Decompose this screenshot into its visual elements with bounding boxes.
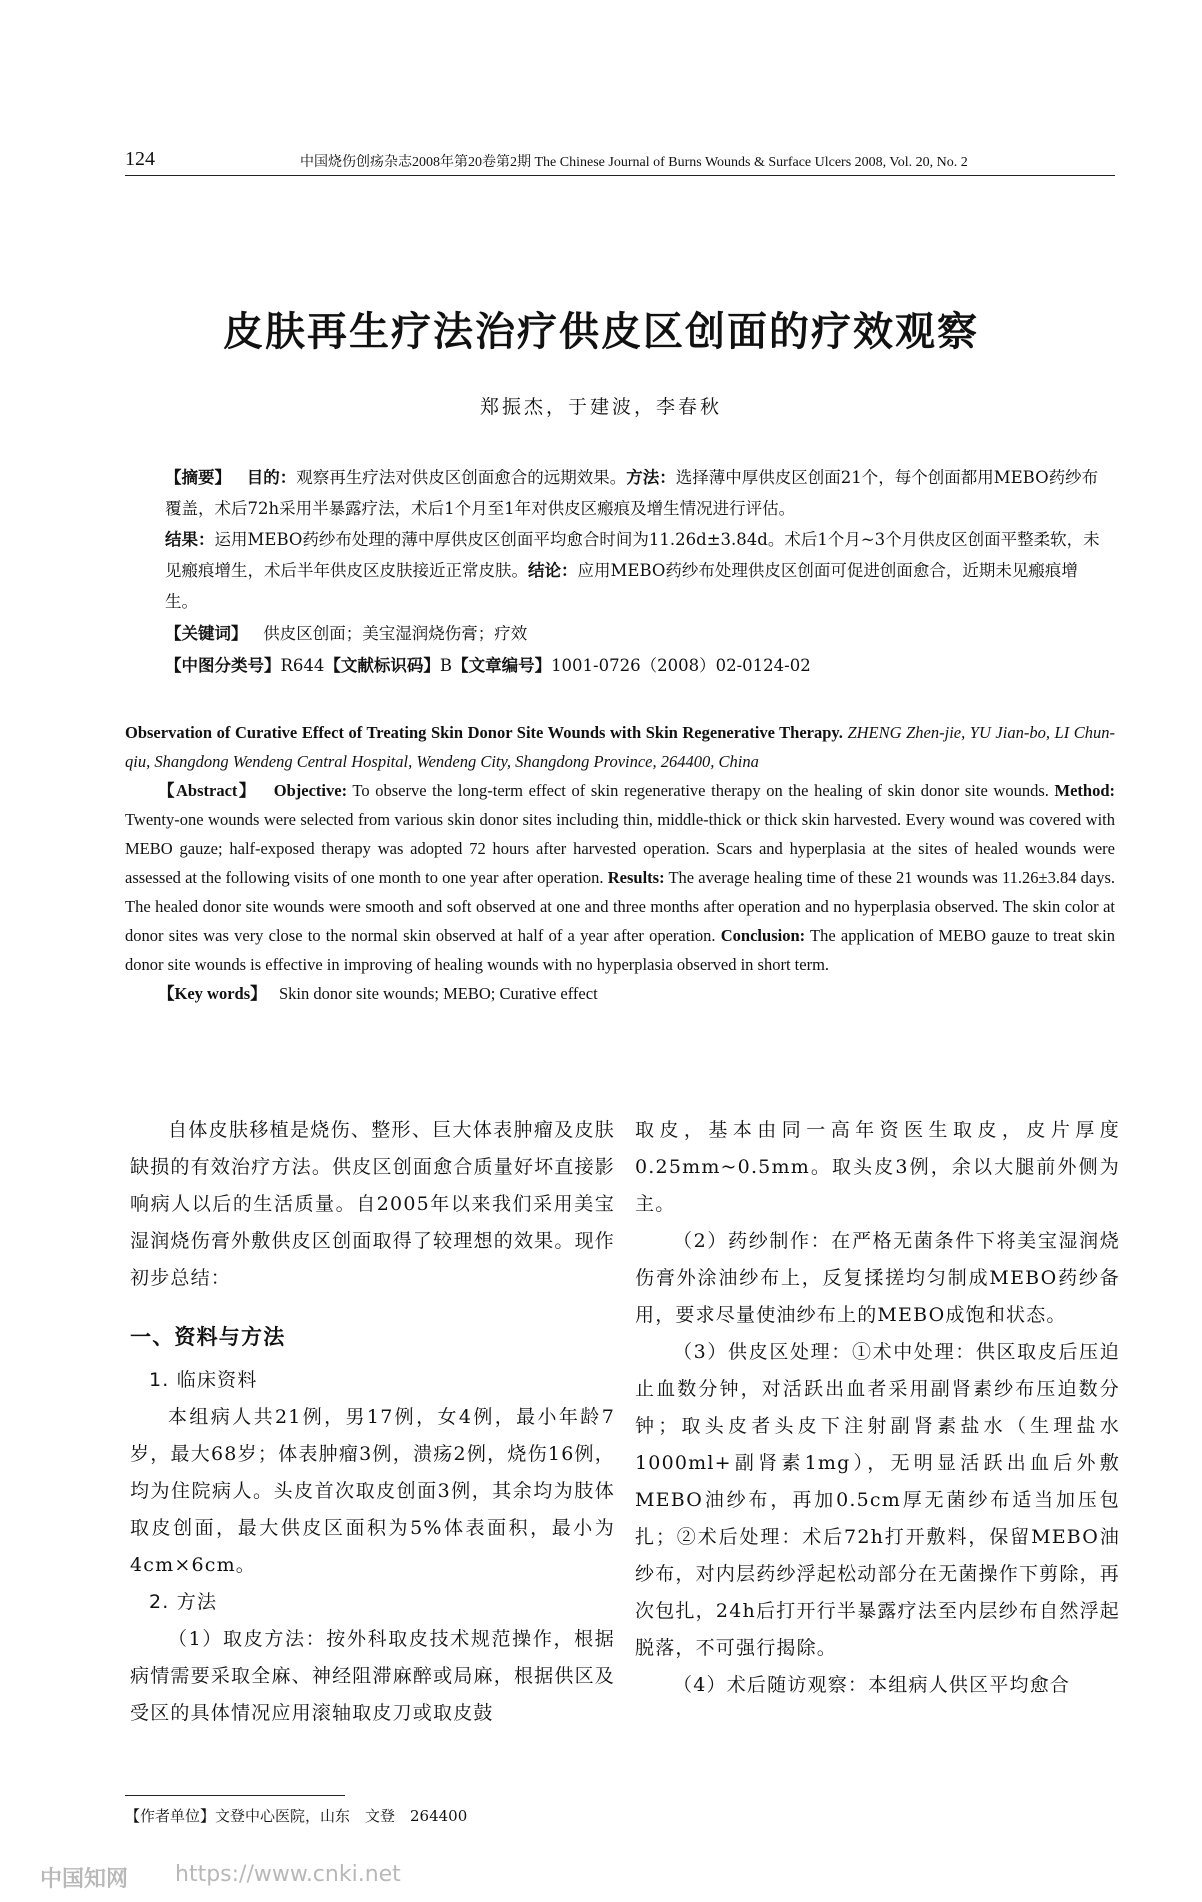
gauze-preparation-paragraph: （2）药纱制作：在严格无菌条件下将美宝湿润烧伤膏外涂油纱布上，反复揉搓均匀制成MEBO药纱备用，要求尽量使油纱布上的MEBO成饱和状态。 [635,1230,1120,1326]
en-results: The average healing time of these 21 wounds was 11.26±3.84 days. The healed donor site wounds were smooth and soft observed at one and three months after operation and no hyperplasia observed. The skin color at donor sites was very close to the normal skin observed at half of a year after operation. [125,868,1116,945]
running-head: 中国烧伤创疡杂志2008年第20卷第2期 The Chinese Journal of Burns Wounds & Surface Ulcers 2008, Vol. 20, No. 2 [300,155,968,170]
cn-article-value: 1001-0726（2008）02-0124-02 [551,656,811,675]
cn-method-label: 方法： [626,468,676,487]
cn-keywords-label: 【关键词】 [165,624,248,643]
cn-purpose: 观察再生疗法对供皮区创面愈合的远期效果。 [296,468,627,487]
clinical-data-paragraph: 本组病人共21例，男17例，女4例，最小年龄7岁，最大68岁；体表肿瘤3例，溃疡2例，烧伤16例，均为住院病人。头皮首次取皮创面3例，其余均为肢体取皮创面，最大供皮区面积为5%体表面积，最小为4cm×6cm。 [130,1406,615,1576]
body-right-column [635,1112,1120,1704]
followup-paragraph: （4）术后随访观察：本组病人供区平均愈合 [673,1674,1071,1696]
en-objective: To observe the long-term effect of skin regenerative therapy on the healing of skin donor site wounds. [352,781,1049,800]
en-objective-label: Objective: [273,781,348,800]
cn-classification-line [165,650,1110,681]
cn-article-label: 【文章编号】 [452,656,552,675]
subheading-methods: 2. 方法 [149,1591,218,1613]
en-abstract [125,718,1115,1008]
section-heading-materials-methods: 一、资料与方法 [130,1325,286,1349]
en-method-label: Method: [1054,781,1116,800]
cn-class-value: R644 [280,656,325,675]
en-keywords: Skin donor site wounds; MEBO; Curative effect [279,984,598,1003]
en-conclusion: The application of MEBO gauze to treat skin donor site wounds is effective in improving of healing wounds with no hyperplasia observed in short term. [125,926,1116,974]
header-rule [125,175,1115,176]
cn-abstract [165,462,1110,617]
cn-keywords: 供皮区创面；美宝湿润烧伤膏；疗效 [263,624,528,643]
donor-site-treatment-paragraph: （3）供皮区处理：①术中处理：供区取皮后压迫止血数分钟，对活跃出血者采用副肾素纱布压迫数分钟；取头皮者头皮下注射副肾素盐水（生理盐水1000ml+副肾素1mg），无明显活跃出血后外敷MEBO油纱布，再加0.5cm厚无菌纱布适当加压包扎；②术后处理：术后72h打开敷料，保留MEBO油纱布，对内层药纱浮起松动部分在无菌操作下剪除，再次包扎，24h后打开行半暴露疗法至内层纱布自然浮起脱落，不可强行揭除。 [635,1341,1120,1659]
en-title: Observation of Curative Effect of Treating Skin Donor Site Wounds with Skin Regenerative Therapy. [125,723,843,742]
method-harvest-paragraph: （1）取皮方法：按外科取皮技术规范操作，根据病情需要采取全麻、神经阻滞麻醉或局麻，根据供区及受区的具体情况应用滚轴取皮刀或取皮鼓 [130,1628,615,1724]
article-title: 皮肤再生疗法治疗供皮区创面的疗效观察 [223,309,979,355]
cn-conclusion: 应用MEBO药纱布处理供皮区创面可促进创面愈合，近期未见瘢痕增生。 [165,561,1078,611]
cn-class-label: 【中图分类号】 [165,656,281,675]
cn-abstract-label: 【摘要】 [165,468,231,487]
en-keywords-label: 【Key words】 [158,984,267,1003]
en-abstract-label: 【Abstract】 [158,781,257,800]
cn-method: 选择薄中厚供皮区创面21个，每个创面都用MEBO药纱布覆盖，术后72h采用半暴露疗法，术后1个月至1年对供皮区瘢痕及增生情况进行评估。 [165,468,1099,518]
en-results-label: Results: [607,868,665,887]
cn-doc-value: B [439,656,453,675]
subheading-clinical-data: 1. 临床资料 [149,1369,258,1391]
en-method: Twenty-one wounds were selected from various skin donor sites including thin, middle-thick or thick skin harvested. Every wound was covered with MEBO gauze; half-exposed therapy was adopted 72 hours after harvested operation. Scars and hyperplasia at the sites of healed wounds were assessed at the following visits of one month to one year after operation. [125,810,1115,887]
cn-doc-label: 【文献标识码】 [324,656,440,675]
en-conclusion-label: Conclusion: [720,926,806,945]
body-left-column [130,1112,615,1732]
author-affiliation-footnote: 【作者单位】文登中心医院，山东 文登 264400 [125,1807,468,1825]
page-number: 124 [125,148,155,170]
cn-conclusion-label: 结论： [528,561,578,580]
cn-purpose-label: 目的： [246,468,297,487]
cnki-watermark-name: 中国知网 [40,1867,129,1892]
cn-keywords-line [165,618,1110,649]
footnote-rule [125,1795,345,1796]
harvest-continued-paragraph: 取皮，基本由同一高年资医生取皮，皮片厚度0.25mm~0.5mm。取头皮3例，余以大腿前外侧为主。 [635,1119,1120,1215]
intro-paragraph: 自体皮肤移植是烧伤、整形、巨大体表肿瘤及皮肤缺损的有效治疗方法。供皮区创面愈合质量好坏直接影响病人以后的生活质量。自2005年以来我们采用美宝湿润烧伤膏外敷供皮区创面取得了较理想的效果。现作初步总结： [130,1119,615,1289]
author-list: 郑振杰，于建波，李春秋 [479,396,722,418]
cnki-watermark-url: https://www.cnki.net [175,1862,401,1887]
cn-result-label: 结果： [165,530,215,549]
en-byline: ZHENG Zhen-jie, YU Jian-bo, LI Chun-qiu, Shangdong Wendeng Central Hospital, Wendeng City, Shangdong Province, 264400, China [125,723,1115,771]
cn-result: 运用MEBO药纱布处理的薄中厚供皮区创面平均愈合时间为11.26d±3.84d。术后1个月~3个月供皮区创面平整柔软，未见瘢痕增生，术后半年供皮区皮肤接近正常皮肤。 [165,530,1100,580]
